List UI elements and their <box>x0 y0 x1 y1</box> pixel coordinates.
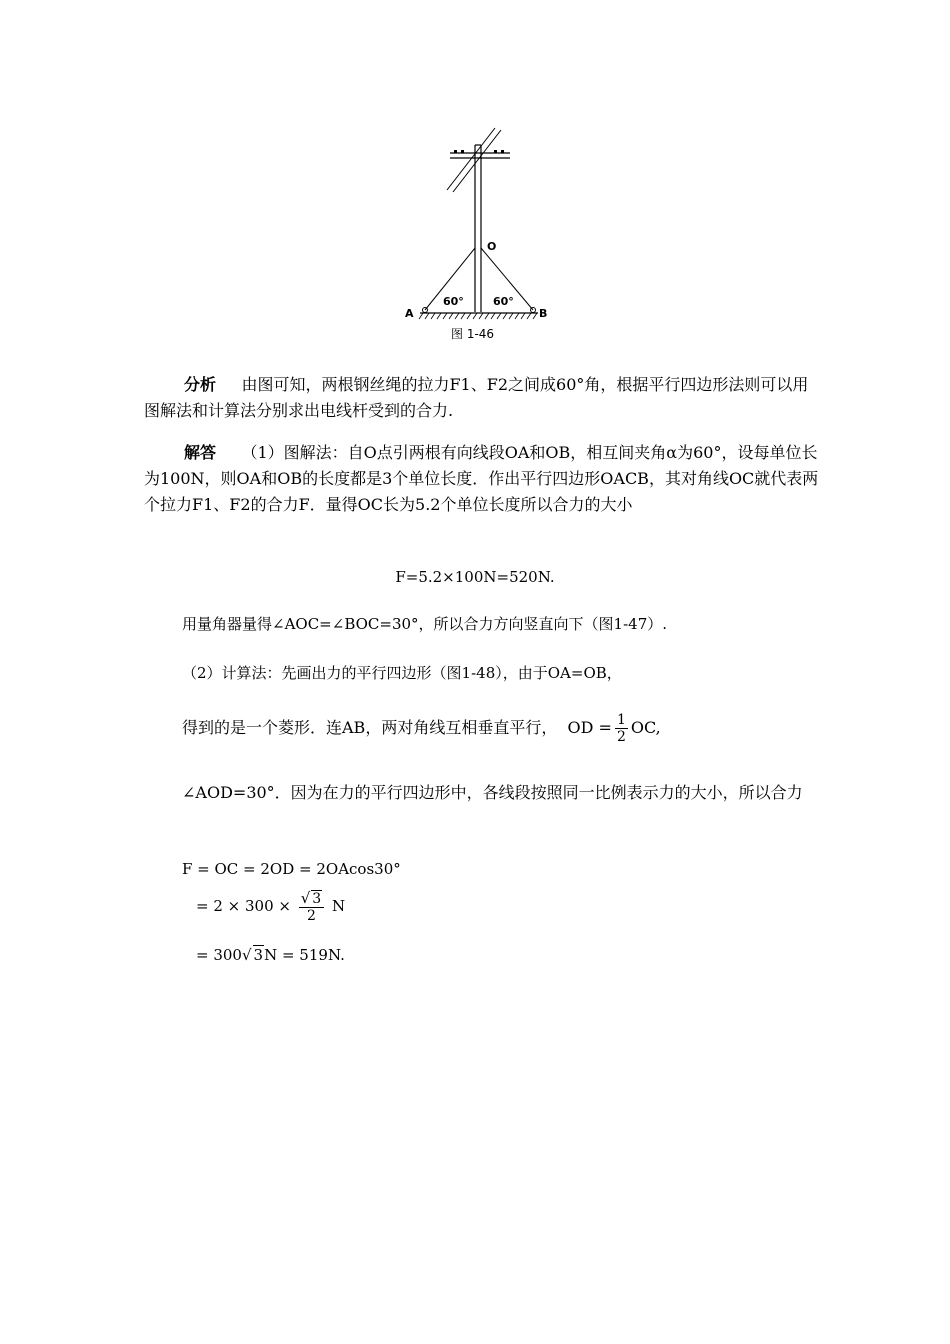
pole-diagram <box>395 120 560 325</box>
answer-paragraph <box>144 440 824 518</box>
rhombus-line <box>182 712 661 745</box>
equation-2-unit: N <box>332 897 346 915</box>
analysis-paragraph <box>144 372 824 424</box>
rhombus-text: 得到的是一个菱形．连AB，两对角线互相垂直平行， <box>182 718 558 737</box>
equation-line-2 <box>196 890 345 924</box>
answer-text: （1）图解法：自O点引两根有向线段OA和OB，相互间夹角α为60°，设每单位长为100N，则OA和OB的长度都是3个单位长度．作出平行四边形OACB，其对角线OC就代表两个拉力F1、F2的合力F．量得OC长为5.2个单位长度所以合力的大小 <box>144 443 819 514</box>
sqrt3-denominator: 2 <box>307 908 316 924</box>
answer-heading: 解答 <box>184 443 217 462</box>
figure-caption: 图 1-46 <box>451 327 495 341</box>
equation-line-3: = 300√ 3N = 519N. <box>196 946 345 964</box>
angle-aod-text: ∠AOD=30°．因为在力的平行四边形中，各线段按照同一比例表示力的大小，所以合力 <box>182 783 803 802</box>
angle-left-label: 60° <box>443 295 464 308</box>
label-o: O <box>487 240 497 253</box>
sqrt3-over-2-fraction <box>299 890 324 924</box>
od-label: OD = <box>567 718 612 737</box>
oc-label: OC, <box>630 718 661 737</box>
formula-f-graphic: F=5.2×100N=520N. <box>395 568 555 586</box>
analysis-text: 由图可知，两根钢丝绳的拉力F1、F2之间成60°角，根据平行四边形法则可以用图解法和计算法分别求出电线杆受到的合力. <box>144 375 809 420</box>
label-b: B <box>539 307 548 320</box>
calculation-intro-line: （2）计算法：先画出力的平行四边形（图1-48），由于OA=OB， <box>182 664 622 682</box>
pole-figure <box>395 120 560 350</box>
equation-3-suffix: N = 519N. <box>264 946 345 964</box>
equation-line-1: F = OC = 2OD = 2OAcos30° <box>182 860 401 878</box>
equation-3-radicand: 3 <box>253 946 264 964</box>
analysis-heading: 分析 <box>184 375 217 394</box>
equation-3-prefix: = 300 <box>196 946 242 964</box>
angle-aod-paragraph <box>144 780 824 806</box>
angle-right-label: 60° <box>493 295 514 308</box>
label-a: A <box>405 307 414 320</box>
sqrt3-numerator: √ 3 <box>299 890 324 908</box>
fraction-denominator: 2 <box>616 729 626 745</box>
angle-measure-line: 用量角器量得∠AOC=∠BOC=30°，所以合力方向竖直向下（图1-47）. <box>182 615 668 633</box>
equation-2-prefix: = 2 × 300 × <box>196 897 291 915</box>
half-fraction <box>615 712 628 745</box>
fraction-numerator: 1 <box>616 712 626 728</box>
